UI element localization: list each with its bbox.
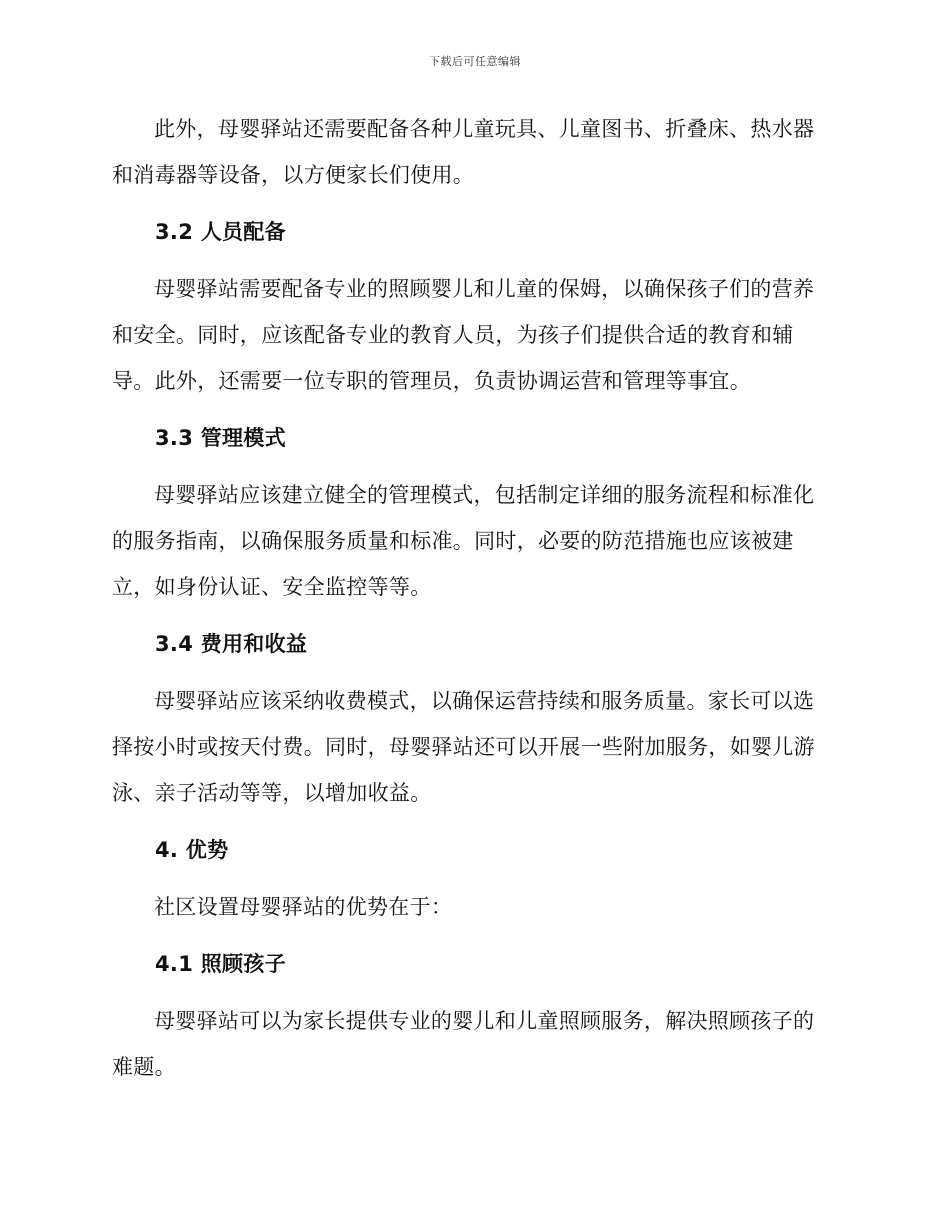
heading-4-advantages: 4. 优势 [155, 838, 229, 862]
paragraph-equipment: 此外，母婴驿站还需要配备各种儿童玩具、儿童图书、折叠床、热水器和消毒器等设备，以方便家长们使用。 [112, 117, 815, 187]
paragraph-advantages-intro: 社区设置母婴驿站的优势在于： [154, 895, 453, 919]
heading-3-3-management: 3.3 管理模式 [155, 426, 286, 450]
page-header-note: 下载后可任意编辑 [429, 55, 521, 68]
heading-3-2-staffing: 3.2 人员配备 [155, 220, 286, 244]
paragraph-management: 母婴驿站应该建立健全的管理模式，包括制定详细的服务流程和标准化的服务指南，以确保服务质量和标准。同时，必要的防范措施也应该被建立，如身份认证、安全监控等等。 [112, 483, 815, 599]
paragraph-fees: 母婴驿站应该采纳收费模式，以确保运营持续和服务质量。家长可以选择按小时或按天付费。同时，母婴驿站还可以开展一些附加服务，如婴儿游泳、亲子活动等等，以增加收益。 [112, 689, 815, 805]
heading-4-1-childcare: 4.1 照顾孩子 [155, 952, 286, 976]
heading-3-4-fees: 3.4 费用和收益 [155, 632, 308, 656]
document-body [112, 106, 832, 1090]
paragraph-childcare: 母婴驿站可以为家长提供专业的婴儿和儿童照顾服务，解决照顾孩子的难题。 [112, 1009, 815, 1079]
paragraph-staffing: 母婴驿站需要配备专业的照顾婴儿和儿童的保姆，以确保孩子们的营养和安全。同时，应该配备专业的教育人员，为孩子们提供合适的教育和辅导。此外，还需要一位专职的管理员，负责协调运营和管理等事宜。 [112, 277, 815, 393]
